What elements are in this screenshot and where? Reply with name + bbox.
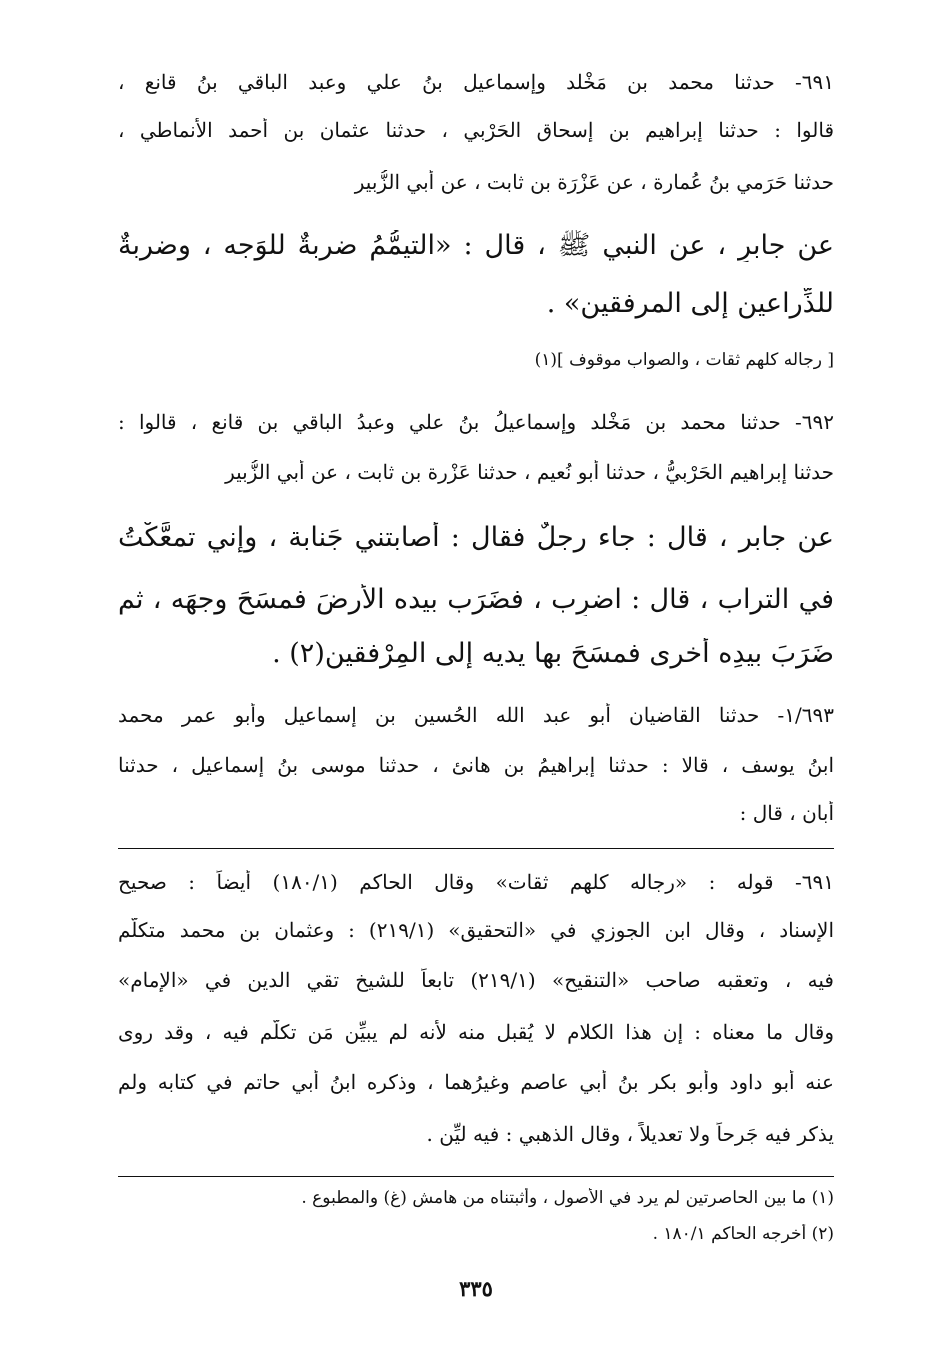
footnote: (١) ما بين الحاصرتين لم يرد في الأصول ، وأثبتناه من هامش (غ) والمطبوع .	[301, 1188, 834, 1208]
commentary-line: يذكر فيه جَرحاً ولا تعديلاً ، وقال الذهبي : فيه ليِّن .	[426, 1122, 834, 1146]
hadith-693-chain-line: ابنُ يوسف ، قالا : حدثنا إبراهيمُ بن هانئ ، حدثنا موسى بنُ إسماعيل ، حدثنا	[118, 753, 834, 777]
hadith-691-text-line: عن جابرٍ ، عن النبي ﷺ ، قال : «التيمُّمُ ضربةٌ للوَجه ، وضربةٌ	[118, 230, 834, 261]
footnote: (٢) أخرجه الحاكم ١٨٠/١ .	[652, 1224, 834, 1244]
commentary-line: عنه أبو داود وأبو بكر بنُ أبي عاصم وغيرُهما ، وذكره ابنُ أبي حاتم في كتابه ولم	[118, 1070, 834, 1094]
commentary-line: الإسناد ، وقال ابن الجوزي في «التحقيق» (٢١٩/١) : وعثمان بن محمد متكلَّم	[118, 918, 834, 942]
hadith-692-text-line: عن جابر ، قال : جاء رجلٌ فقال : أصابتني جَنابة ، وإني تمعَّكْتُ	[118, 522, 834, 553]
hadith-692-text-line: في التراب ، قال : اضرِب ، فضَرَب بيده الأرضَ فمسَحَ وجهَه ، ثم	[118, 584, 834, 615]
commentary-line: وقال ما معناه : إن هذا الكلام لا يُقبل منه لأنه لم يبيِّن مَن تكلَّم فيه ، وقد روى	[118, 1020, 834, 1044]
hadith-692-chain-line: حدثنا إبراهيم الحَرْبيُّ ، حدثنا أبو نُعيم ، حدثنا عَزْرة بن ثابت ، عن أبي الزُّبير	[225, 460, 834, 484]
footnote-separator	[118, 1176, 834, 1177]
hadith-691-verdict: [ رجاله كلهم ثقات ، والصواب موقوف ](١)	[534, 350, 834, 370]
hadith-691-chain-line: حدثنا حَرَمي بنُ عُمارة ، عن عَزْرَة بن ثابت ، عن أبي الزُّبير	[354, 170, 834, 194]
hadith-691-text-line: للذِّراعين إلى المرفقين» .	[546, 288, 834, 319]
hadith-691-chain-line: ٦٩١- حدثنا محمد بن مَخْلد وإسماعيل بنُ علي وعبد الباقي بنُ قانع ،	[118, 70, 834, 94]
hadith-693-chain-line: أبان ، قال :	[739, 801, 834, 825]
page-number: ٣٣٥	[459, 1276, 493, 1301]
hadith-692-chain-line: ٦٩٢- حدثنا محمد بن مَخْلد وإسماعيلُ بنُ علي وعبدُ الباقي بن قانع ، قالوا :	[118, 410, 834, 434]
commentary-line: ٦٩١- قوله : «رجاله كلهم ثقات» وقال الحاكم (١٨٠/١) أيضاً : صحيح	[118, 870, 834, 894]
commentary-separator	[118, 848, 834, 849]
commentary-line: فيه ، وتعقبه صاحب «التنقيح» (٢١٩/١) تابعاً للشيخ تقي الدين في «الإمام»	[118, 968, 834, 992]
hadith-692-text-line: ضَرَبَ بيدِه أخرى فمسَحَ بها يديه إلى المِرْفقين(٢) .	[272, 638, 834, 669]
hadith-693-chain-line: ١/٦٩٣- حدثنا القاضيان أبو عبد الله الحُسين بن إسماعيل وأبو عمر محمد	[118, 703, 834, 727]
hadith-691-chain-line: قالوا : حدثنا إبراهيم بن إسحاق الحَرْبي ، حدثنا عثمان بن أحمد الأنماطي ،	[118, 118, 834, 142]
